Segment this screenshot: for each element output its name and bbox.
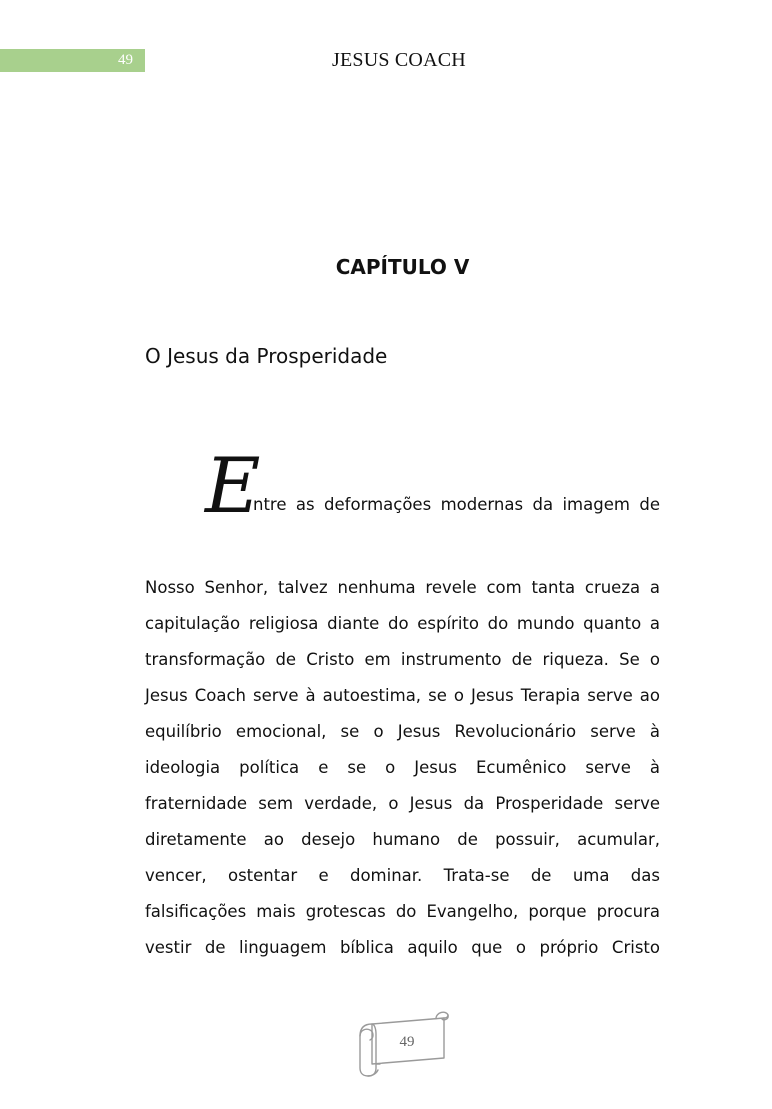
running-title: JESUS COACH (332, 49, 466, 71)
body-line: vencer, ostentar e dominar. Trata-se de uma das (145, 866, 660, 885)
body-line: fraternidade sem verdade, o Jesus da Prosperidade serve (145, 794, 660, 813)
drop-cap: E (205, 441, 261, 530)
footer-page-number: 49 (399, 1034, 415, 1050)
header-page-tab (0, 49, 145, 72)
header-page-number: 49 (118, 52, 133, 68)
body-paragraph (145, 576, 660, 972)
body-line: vestir de linguagem bíblica aquilo que o próprio Cristo (145, 938, 660, 957)
body-line: transformação de Cristo em instrumento de riqueza. Se o (145, 650, 660, 669)
body-line: capitulação religiosa diante do espírito do mundo quanto a (145, 614, 660, 633)
body-line: diretamente ao desejo humano de possuir, acumular, (145, 830, 660, 849)
body-line: Jesus Coach serve à autoestima, se o Jesus Terapia serve ao (145, 686, 660, 705)
section-title: O Jesus da Prosperidade (145, 344, 388, 368)
body-line: ideologia política e se o Jesus Ecumênico serve à (145, 758, 660, 777)
first-paragraph-line (145, 441, 660, 530)
body-line: falsificações mais grotescas do Evangelho, porque procura (145, 902, 660, 921)
body-line: equilíbrio emocional, se o Jesus Revolucionário serve à (145, 722, 660, 741)
first-line-text: ntre as deformações modernas da imagem de (253, 495, 660, 514)
body-line: Nosso Senhor, talvez nenhuma revele com tanta crueza a (145, 578, 660, 597)
chapter-title: CAPÍTULO V (335, 255, 470, 279)
